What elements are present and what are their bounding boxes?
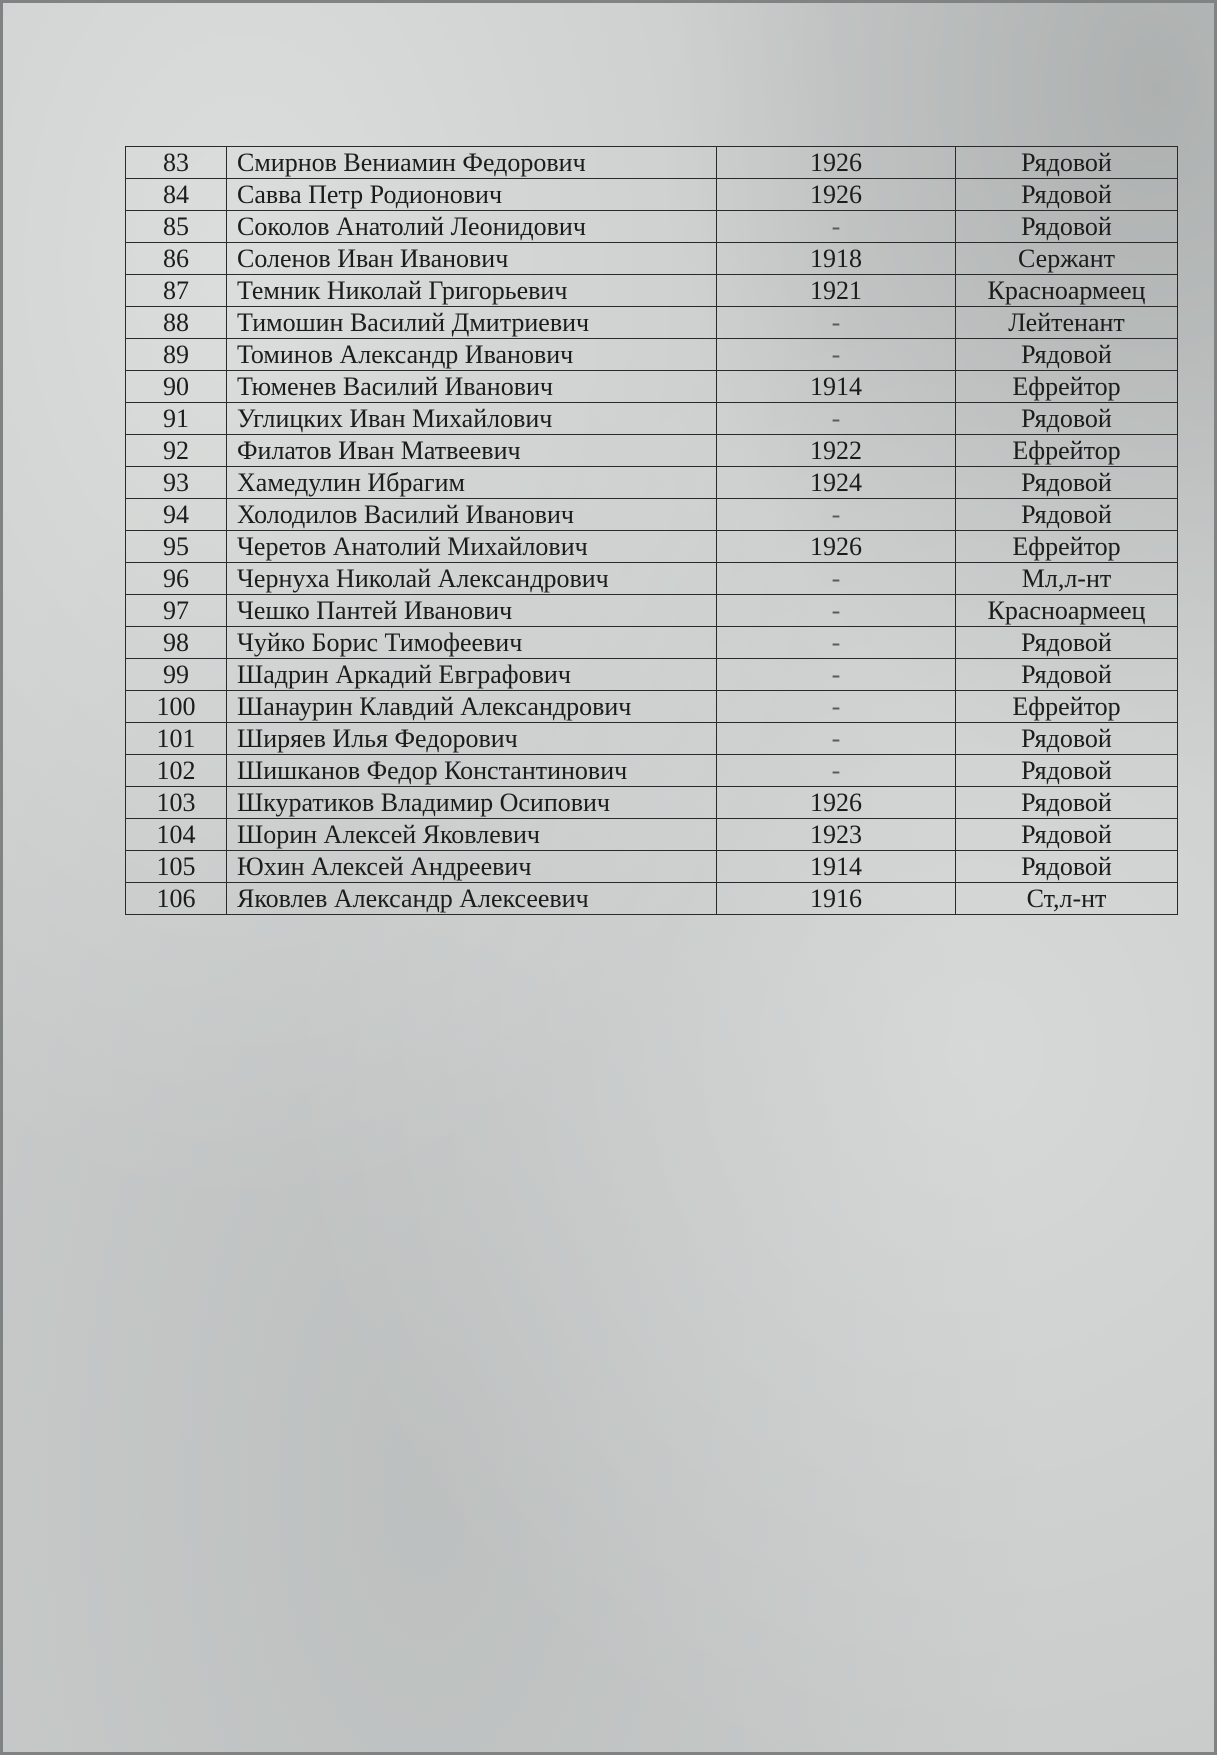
table-row bbox=[126, 595, 1178, 627]
table-row bbox=[126, 339, 1178, 371]
military-rank-cell: Рядовой bbox=[956, 627, 1178, 659]
row-number-cell: 85 bbox=[126, 211, 227, 243]
table-row bbox=[126, 531, 1178, 563]
birth-year-cell: - bbox=[717, 403, 956, 435]
full-name-cell: Юхин Алексей Андреевич bbox=[227, 851, 717, 883]
table-row bbox=[126, 563, 1178, 595]
birth-year-cell: 1926 bbox=[717, 787, 956, 819]
birth-year-cell: 1926 bbox=[717, 147, 956, 179]
military-rank-cell: Лейтенант bbox=[956, 307, 1178, 339]
birth-year-cell: 1914 bbox=[717, 851, 956, 883]
table-row bbox=[126, 627, 1178, 659]
birth-year-cell: 1914 bbox=[717, 371, 956, 403]
birth-year-cell: - bbox=[717, 339, 956, 371]
row-number-cell: 87 bbox=[126, 275, 227, 307]
row-number-cell: 96 bbox=[126, 563, 227, 595]
full-name-cell: Чернуха Николай Александрович bbox=[227, 563, 717, 595]
table-row bbox=[126, 691, 1178, 723]
full-name-cell: Филатов Иван Матвеевич bbox=[227, 435, 717, 467]
table-row bbox=[126, 467, 1178, 499]
birth-year-cell: - bbox=[717, 755, 956, 787]
military-rank-cell: Рядовой bbox=[956, 211, 1178, 243]
full-name-cell: Соколов Анатолий Леонидович bbox=[227, 211, 717, 243]
birth-year-cell: 1916 bbox=[717, 883, 956, 915]
full-name-cell: Ширяев Илья Федорович bbox=[227, 723, 717, 755]
full-name-cell: Холодилов Василий Иванович bbox=[227, 499, 717, 531]
birth-year-cell: 1922 bbox=[717, 435, 956, 467]
row-number-cell: 104 bbox=[126, 819, 227, 851]
birth-year-cell: - bbox=[717, 307, 956, 339]
full-name-cell: Томинов Александр Иванович bbox=[227, 339, 717, 371]
birth-year-cell: - bbox=[717, 499, 956, 531]
military-rank-cell: Рядовой bbox=[956, 403, 1178, 435]
full-name-cell: Шадрин Аркадий Евграфович bbox=[227, 659, 717, 691]
full-name-cell: Соленов Иван Иванович bbox=[227, 243, 717, 275]
row-number-cell: 95 bbox=[126, 531, 227, 563]
birth-year-cell: 1924 bbox=[717, 467, 956, 499]
row-number-cell: 99 bbox=[126, 659, 227, 691]
full-name-cell: Темник Николай Григорьевич bbox=[227, 275, 717, 307]
row-number-cell: 89 bbox=[126, 339, 227, 371]
row-number-cell: 83 bbox=[126, 147, 227, 179]
table-row bbox=[126, 211, 1178, 243]
row-number-cell: 97 bbox=[126, 595, 227, 627]
row-number-cell: 84 bbox=[126, 179, 227, 211]
military-rank-cell: Ефрейтор bbox=[956, 691, 1178, 723]
military-rank-cell: Сержант bbox=[956, 243, 1178, 275]
full-name-cell: Черетов Анатолий Михайлович bbox=[227, 531, 717, 563]
row-number-cell: 92 bbox=[126, 435, 227, 467]
birth-year-cell: 1923 bbox=[717, 819, 956, 851]
military-rank-cell: Рядовой bbox=[956, 659, 1178, 691]
table-row bbox=[126, 883, 1178, 915]
full-name-cell: Шорин Алексей Яковлевич bbox=[227, 819, 717, 851]
military-rank-cell: Рядовой bbox=[956, 819, 1178, 851]
table-row bbox=[126, 403, 1178, 435]
table-row bbox=[126, 371, 1178, 403]
birth-year-cell: 1921 bbox=[717, 275, 956, 307]
full-name-cell: Шишканов Федор Константинович bbox=[227, 755, 717, 787]
row-number-cell: 106 bbox=[126, 883, 227, 915]
table-row bbox=[126, 179, 1178, 211]
military-rank-cell: Ст,л-нт bbox=[956, 883, 1178, 915]
row-number-cell: 94 bbox=[126, 499, 227, 531]
military-rank-cell: Красноармеец bbox=[956, 595, 1178, 627]
full-name-cell: Смирнов Вениамин Федорович bbox=[227, 147, 717, 179]
birth-year-cell: - bbox=[717, 723, 956, 755]
birth-year-cell: 1926 bbox=[717, 531, 956, 563]
military-rank-cell: Рядовой bbox=[956, 787, 1178, 819]
full-name-cell: Чешко Пантей Иванович bbox=[227, 595, 717, 627]
military-rank-cell: Рядовой bbox=[956, 179, 1178, 211]
birth-year-cell: 1918 bbox=[717, 243, 956, 275]
birth-year-cell: 1926 bbox=[717, 179, 956, 211]
table-row bbox=[126, 243, 1178, 275]
table-row bbox=[126, 307, 1178, 339]
row-number-cell: 98 bbox=[126, 627, 227, 659]
table-row bbox=[126, 755, 1178, 787]
row-number-cell: 91 bbox=[126, 403, 227, 435]
military-rank-cell: Ефрейтор bbox=[956, 435, 1178, 467]
roster-table-body bbox=[126, 147, 1178, 915]
row-number-cell: 90 bbox=[126, 371, 227, 403]
table-row bbox=[126, 499, 1178, 531]
table-row bbox=[126, 147, 1178, 179]
birth-year-cell: - bbox=[717, 211, 956, 243]
full-name-cell: Савва Петр Родионович bbox=[227, 179, 717, 211]
military-rank-cell: Ефрейтор bbox=[956, 531, 1178, 563]
full-name-cell: Чуйко Борис Тимофеевич bbox=[227, 627, 717, 659]
birth-year-cell: - bbox=[717, 595, 956, 627]
row-number-cell: 101 bbox=[126, 723, 227, 755]
row-number-cell: 93 bbox=[126, 467, 227, 499]
military-rank-cell: Рядовой bbox=[956, 339, 1178, 371]
full-name-cell: Тюменев Василий Иванович bbox=[227, 371, 717, 403]
military-rank-cell: Рядовой bbox=[956, 723, 1178, 755]
military-rank-cell: Рядовой bbox=[956, 851, 1178, 883]
roster-table bbox=[125, 146, 1178, 915]
birth-year-cell: - bbox=[717, 627, 956, 659]
birth-year-cell: - bbox=[717, 563, 956, 595]
military-rank-cell: Рядовой bbox=[956, 755, 1178, 787]
military-rank-cell: Ефрейтор bbox=[956, 371, 1178, 403]
birth-year-cell: - bbox=[717, 691, 956, 723]
full-name-cell: Тимошин Василий Дмитриевич bbox=[227, 307, 717, 339]
military-rank-cell: Красноармеец bbox=[956, 275, 1178, 307]
table-row bbox=[126, 787, 1178, 819]
full-name-cell: Углицких Иван Михайлович bbox=[227, 403, 717, 435]
full-name-cell: Яковлев Александр Алексеевич bbox=[227, 883, 717, 915]
row-number-cell: 105 bbox=[126, 851, 227, 883]
full-name-cell: Хамедулин Ибрагим bbox=[227, 467, 717, 499]
military-rank-cell: Рядовой bbox=[956, 467, 1178, 499]
table-row bbox=[126, 275, 1178, 307]
row-number-cell: 102 bbox=[126, 755, 227, 787]
military-rank-cell: Мл,л-нт bbox=[956, 563, 1178, 595]
row-number-cell: 103 bbox=[126, 787, 227, 819]
table-row bbox=[126, 723, 1178, 755]
full-name-cell: Шкуратиков Владимир Осипович bbox=[227, 787, 717, 819]
row-number-cell: 86 bbox=[126, 243, 227, 275]
table-row bbox=[126, 659, 1178, 691]
birth-year-cell: - bbox=[717, 659, 956, 691]
military-rank-cell: Рядовой bbox=[956, 499, 1178, 531]
table-row bbox=[126, 435, 1178, 467]
row-number-cell: 88 bbox=[126, 307, 227, 339]
military-rank-cell: Рядовой bbox=[956, 147, 1178, 179]
table-row bbox=[126, 819, 1178, 851]
row-number-cell: 100 bbox=[126, 691, 227, 723]
table-row bbox=[126, 851, 1178, 883]
full-name-cell: Шанаурин Клавдий Александрович bbox=[227, 691, 717, 723]
